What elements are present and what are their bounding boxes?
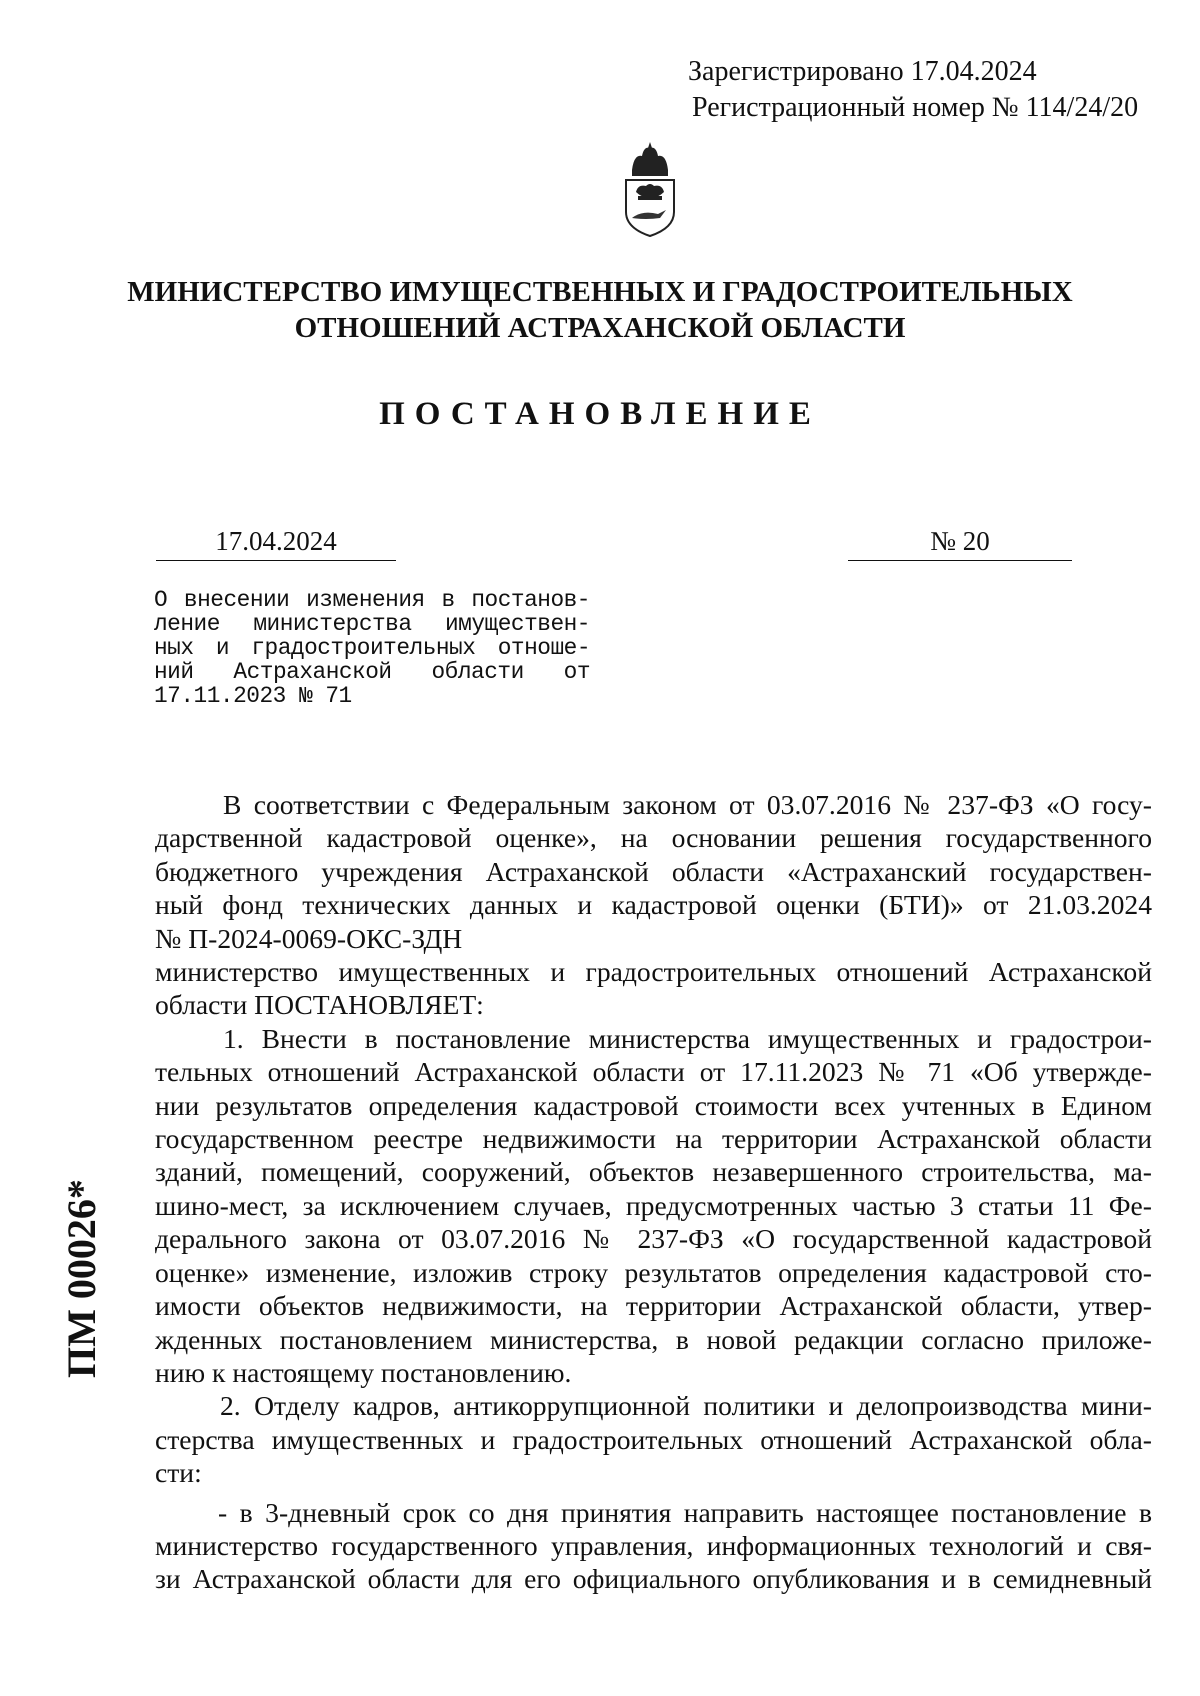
document-number: № 20: [848, 524, 1072, 561]
body-line: государственном реестре недвижимости на территории Астраханской области: [155, 1123, 1152, 1155]
body-line: дарственной кадастровой оценке», на основании решения государственного: [155, 822, 1152, 854]
body-line: министерство государственного управления, информационных технологий и свя-: [155, 1529, 1152, 1561]
body-line: области ПОСТАНОВЛЯЕТ:: [155, 989, 484, 1021]
ministry-heading-line: ОТНОШЕНИЙ АСТРАХАНСКОЙ ОБЛАСТИ: [294, 312, 906, 344]
registration-number: Регистрационный номер № 114/24/20: [692, 92, 1139, 123]
body-line: нию к настоящему постановлению.: [155, 1356, 572, 1388]
body-line: имости объектов недвижимости, на территории Астраханской области, утвер-: [155, 1290, 1152, 1322]
body-line: жденных постановлением министерства, в новой редакции согласно приложе-: [155, 1323, 1152, 1355]
body-line: оценке» изменение, изложив строку результатов определения кадастровой сто-: [155, 1256, 1152, 1288]
body-line: стерства имущественных и градостроительных отношений Астраханской обла-: [155, 1423, 1152, 1455]
ministry-heading-line: МИНИСТЕРСТВО ИМУЩЕСТВЕННЫХ И ГРАДОСТРОИТЕЛЬНЫХ: [127, 276, 1073, 308]
registration-date: Зарегистрировано 17.04.2024: [688, 56, 1037, 87]
document-type-title: ПОСТАНОВЛЕНИЕ: [379, 396, 821, 432]
body-line: нии результатов определения кадастровой стоимости всех учтенных в Едином: [155, 1089, 1152, 1121]
subject-line: О внесении изменения в постанов-: [154, 587, 590, 613]
astrakhan-coat-of-arms-icon: [618, 140, 682, 240]
body-line: дерального закона от 03.07.2016 № 237-ФЗ «О государственной кадастровой: [155, 1223, 1152, 1255]
document-subject: [154, 588, 590, 708]
body-line: - в 3-дневный срок со дня принятия направить настоящее постановление в: [218, 1496, 1152, 1528]
document-date: 17.04.2024: [156, 524, 396, 561]
body-line: бюджетного учреждения Астраханской области «Астраханский государствен-: [155, 855, 1152, 887]
document-body: [155, 788, 1152, 1596]
body-line: 2. Отделу кадров, антикоррупционной политики и делопроизводства мини-: [220, 1390, 1152, 1422]
registration-stamp: [688, 54, 1138, 126]
body-line: ный фонд технических данных и кадастровой оценки (БТИ)» от 21.03.2024: [155, 889, 1152, 921]
body-line: сти:: [155, 1457, 202, 1489]
body-line: зи Астраханской области для его официального опубликования и в семидневный: [155, 1563, 1152, 1595]
body-line: зданий, помещений, сооружений, объектов незавершенного строительства, ма-: [155, 1156, 1152, 1188]
subject-line: ний Астраханской области от: [154, 659, 590, 685]
subject-line: ных и градостроительных отноше-: [154, 635, 590, 661]
body-line: 1. Внести в постановление министерства имущественных и градострои-: [223, 1022, 1152, 1054]
body-line: № П-2024-0069-ОКС-ЗДН: [155, 922, 463, 954]
body-line: В соответствии с Федеральным законом от 03.07.2016 № 237-ФЗ «О госу-: [223, 789, 1152, 820]
ministry-heading: [100, 274, 1100, 346]
subject-line: ление министерства имуществен-: [154, 611, 590, 637]
body-line: тельных отношений Астраханской области от 17.11.2023 № 71 «Об утвержде-: [155, 1056, 1152, 1088]
body-line: министерство имущественных и градостроительных отношений Астраханской: [155, 956, 1152, 988]
side-stamp: ПМ 00026*: [59, 1179, 104, 1378]
subject-line: 17.11.2023 № 71: [154, 683, 352, 709]
body-line: шино-мест, за исключением случаев, предусмотренных частью 3 статьи 11 Фе-: [155, 1189, 1152, 1221]
